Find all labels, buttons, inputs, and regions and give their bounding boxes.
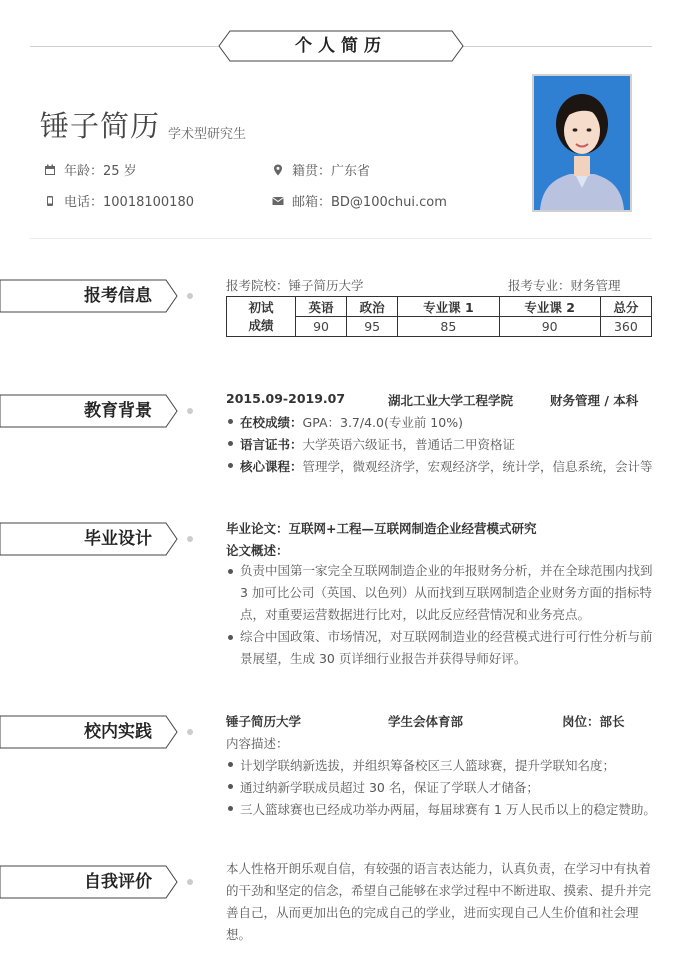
subject-cell: 政治 <box>347 297 398 317</box>
origin-info <box>272 160 370 179</box>
education-school: 湖北工业大学工程学院 <box>388 393 514 408</box>
profile-divider <box>30 238 652 239</box>
thesis-point: 负责中国第一家完全互联网制造企业的年报财务分析，并在全球范围内找到 3 加可比公司（英国、以色列）从而找到互联网制造企业财务方面的指标特点，对重要运营数据进行比对，以此反应经营情况和业务亮点。 <box>240 560 654 626</box>
email-info <box>272 191 447 210</box>
person-name: 锤子简历 <box>40 109 161 143</box>
profile-photo <box>532 74 632 212</box>
person-subtitle: 学术型研究生 <box>168 127 247 142</box>
section-exam-title: 报考信息 <box>84 286 152 306</box>
section-self-header <box>0 865 200 899</box>
score-cell: 90 <box>499 317 600 337</box>
score-row-header: 初试 成绩 <box>227 297 296 337</box>
thesis-overview-label: 论文概述： <box>226 543 289 558</box>
campus-role: 岗位：部长 <box>562 714 625 729</box>
campus-desc-label: 内容描述： <box>226 736 289 751</box>
campus-point: 三人篮球赛也已经成功举办两届，每届球赛有 1 万人民币以上的稳定赞助。 <box>228 800 656 818</box>
exam-school: 报考院校：锤子简历大学 <box>226 278 364 293</box>
phone-text: 电话：10018100180 <box>64 195 194 210</box>
education-item: 在校成绩：GPA：3.7/4.0(专业前 10%) <box>228 413 463 431</box>
self-evaluation-text: 本人性格开朗乐观自信，有较强的语言表达能力，认真负责，在学习中有执着的干劲和坚定的信念，希望自己能够在求学过程中不断进取、摸索、提升并完善自己，从而更加出色的完成自己的学业，进而实现自己人生价值和社会理想。 <box>226 861 652 942</box>
education-major: 财务管理 / 本科 <box>550 393 639 408</box>
thesis-point: 综合中国政策、市场情况，对互联网制造业的经营模式进行可行性分析与前景展望，生成 30 页详细行业报告并获得导师好评。 <box>240 626 654 670</box>
age-text: 年龄：25 岁 <box>64 164 137 179</box>
age-info <box>44 160 137 179</box>
phone-info <box>44 191 194 210</box>
education-item: 核心课程：管理学，微观经济学，宏观经济学，统计学，信息系统，会计等 <box>228 457 653 475</box>
section-thesis-header <box>0 522 200 556</box>
score-cell: 95 <box>347 317 398 337</box>
mail-icon <box>272 195 284 207</box>
campus-point: 计划学联纳新选拔，并组织筹备校区三人篮球赛，提升学联知名度； <box>228 756 615 774</box>
score-table <box>226 296 652 337</box>
section-campus-title: 校内实践 <box>84 722 152 742</box>
email-text: 邮箱：BD@100chui.com <box>292 195 447 210</box>
education-item: 语言证书：大学英语六级证书，普通话二甲资格证 <box>228 435 515 453</box>
education-period: 2015.09-2019.07 <box>226 391 346 406</box>
location-pin-icon <box>272 164 284 176</box>
section-education-header <box>0 394 200 428</box>
page-title: 个人简历 <box>295 36 387 56</box>
score-cell: 360 <box>600 317 651 337</box>
campus-point: 通过纳新学联成员超过 30 名，保证了学联人才储备； <box>228 778 539 796</box>
section-self-title: 自我评价 <box>84 872 152 892</box>
section-campus-header <box>0 715 200 749</box>
exam-major: 报考专业：财务管理 <box>508 278 621 293</box>
section-thesis-title: 毕业设计 <box>84 529 152 549</box>
score-cell: 90 <box>296 317 347 337</box>
subject-cell: 专业课 1 <box>398 297 499 317</box>
subject-cell: 专业课 2 <box>499 297 600 317</box>
origin-text: 籍贯：广东省 <box>292 164 371 179</box>
campus-org: 锤子简历大学 <box>226 714 302 729</box>
section-exam-header <box>0 279 200 313</box>
thesis-title: 毕业论文：互联网+工程—互联网制造企业经营模式研究 <box>226 521 537 536</box>
subject-cell: 英语 <box>296 297 347 317</box>
phone-icon <box>44 195 56 207</box>
section-education-title: 教育背景 <box>84 401 152 421</box>
subject-cell: 总分 <box>600 297 651 317</box>
calendar-icon <box>44 164 56 176</box>
score-cell: 85 <box>398 317 499 337</box>
campus-dept: 学生会体育部 <box>388 714 464 729</box>
